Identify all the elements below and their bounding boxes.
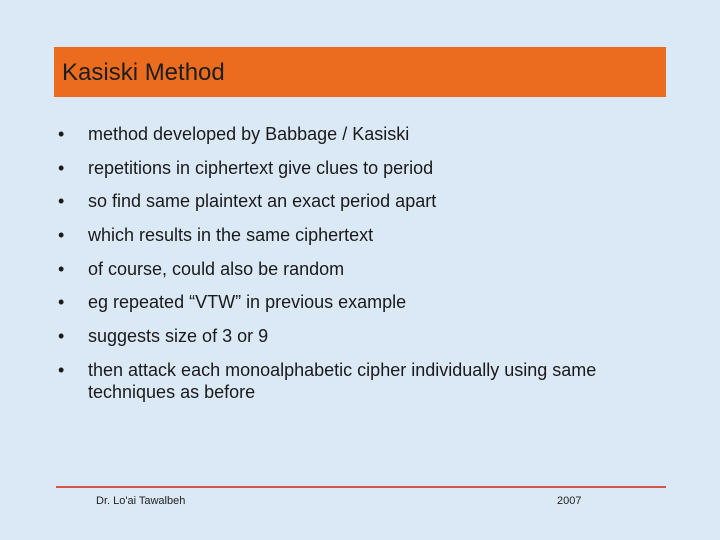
bullet-item [58, 224, 668, 246]
bullet-item [58, 258, 668, 280]
bullet-text: so find same plaintext an exact period apart [88, 191, 437, 212]
footer-year: 2007 [557, 495, 582, 507]
bullet-dot-icon: • [58, 124, 65, 144]
bullet-item [58, 359, 668, 403]
bullet-text: then attack each monoalphabetic cipher individually using same techniques as before [88, 359, 597, 402]
bullet-dot-icon: • [58, 191, 65, 212]
bullet-item [58, 291, 668, 313]
bullet-dot-icon: • [58, 157, 65, 178]
footer-divider [56, 486, 666, 488]
slide-title: Kasiski Method [62, 59, 225, 86]
bullet-item [58, 190, 668, 212]
bullet-text: of course, could also be random [88, 258, 345, 279]
bullet-text: suggests size of 3 or 9 [88, 326, 269, 347]
bullet-dot-icon: • [58, 225, 65, 246]
bullet-item [58, 157, 668, 179]
bullet-text: which results in the same ciphertext [88, 225, 374, 246]
bullet-text: eg repeated “VTW” in previous example [88, 292, 407, 313]
bullet-dot-icon: • [58, 359, 65, 380]
bullet-dot-icon: • [58, 258, 65, 279]
bullet-list [58, 123, 668, 415]
title-bar [54, 47, 666, 97]
bullet-dot-icon: • [58, 326, 65, 347]
bullet-item [58, 325, 668, 347]
bullet-text: method developed by Babbage / Kasiski [88, 124, 410, 144]
bullet-text: repetitions in ciphertext give clues to period [88, 157, 434, 178]
bullet-item [58, 123, 668, 145]
footer-author: Dr. Lo'ai Tawalbeh [96, 495, 186, 507]
bullet-dot-icon: • [58, 292, 65, 313]
